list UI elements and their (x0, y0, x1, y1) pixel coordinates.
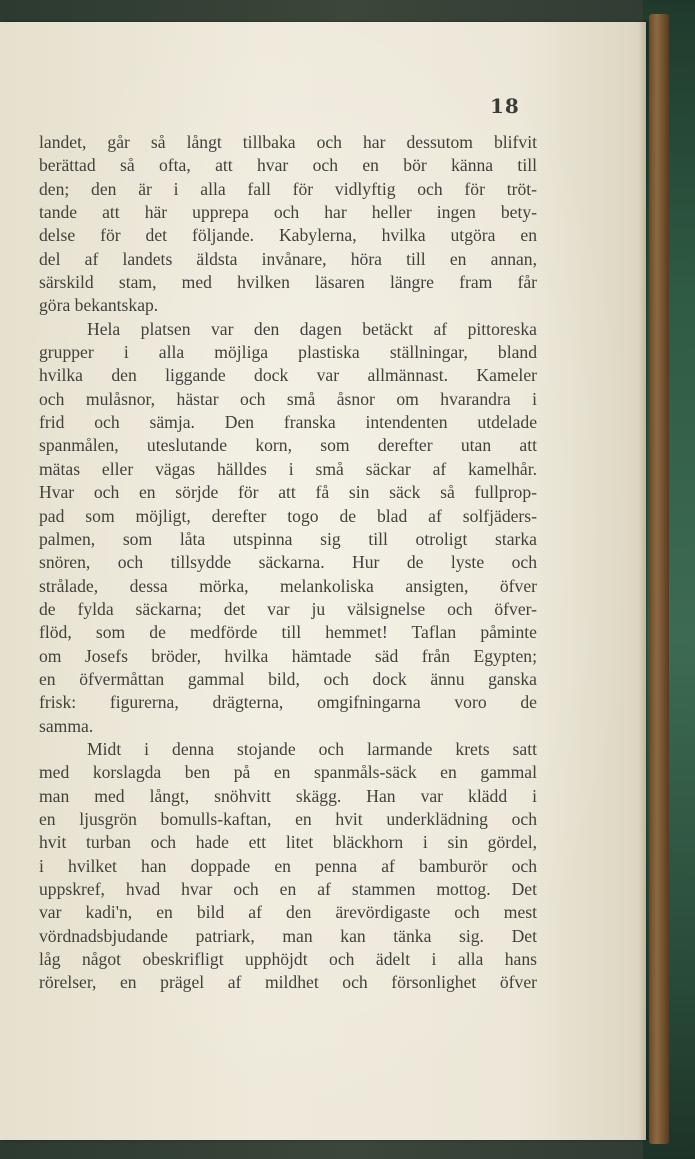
text-line: göra bekantskap. (39, 295, 159, 316)
text-line: särskild stam, med hvilken läsaren längre fram får (39, 272, 537, 293)
text-line: och mulåsnor, hästar och små åsnor om hvarandra i (39, 388, 537, 409)
text-line: Hela platsen var den dagen betäckt af pittoreska (87, 318, 537, 339)
text-line: vördnadsbjudande patriark, man kan tänka sig. Det (39, 925, 537, 946)
text-line: de fylda säckarna; det var ju välsignelse och öfver- (39, 598, 537, 619)
text-line: strålade, dessa mörka, melankoliska ansigten, öfver (39, 575, 537, 596)
text-line: med korslagda ben på en spanmåls-säck en gammal (39, 762, 537, 783)
text-line: snören, och tillsydde säckarna. Hur de lyste och (39, 552, 537, 573)
text-line: om Josefs bröder, hvilka hämtade säd från Egypten; (39, 645, 537, 666)
text-line: frisk: figurerna, drägterna, omgifningarna voro de (39, 692, 537, 713)
text-line: Midt i denna stojande och larmande krets satt (87, 738, 537, 759)
text-line: den; den är i alla fall för vidlyftig och för tröt- (39, 178, 537, 199)
text-line: rörelser, en prägel af mildhet och försonlighet öfver (39, 972, 537, 993)
text-line: frid och sämja. Den franska intendenten utdelade (39, 412, 537, 433)
text-line: berättad så ofta, att hvar och en bör känna till (39, 155, 537, 176)
text-line: landet, går så långt tillbaka och har dessutom blifvit (39, 132, 537, 152)
text-line: palmen, som låta utspinna sig till otroligt starka (39, 528, 537, 549)
text-line: uppskref, hvad hvar och en af stammen mottog. Det (39, 879, 537, 899)
page-number: 18 (490, 94, 520, 118)
text-line: en ljusgrön bomulls-kaftan, en hvit underklädning och (39, 808, 537, 829)
book-page (0, 22, 646, 1140)
text-line: mätas eller vägas hälldes i små säckar af kamelhår. (39, 458, 537, 479)
text-line: grupper i alla möjliga plastiska ställningar, bland (39, 342, 537, 363)
text-line: i hvilket han doppade en penna af bamburör och (39, 855, 537, 876)
text-line: delse för det följande. Kabylerna, hvilka utgöra en (39, 225, 537, 246)
text-line: spanmålen, uteslutande korn, som derefter utan att (39, 435, 537, 456)
text-line: hvilka den liggande dock var allmännast. Kameler (39, 365, 537, 386)
book-spine-rim (649, 14, 669, 1144)
text-line: pad som möjligt, derefter togo de blad af solfjäders- (39, 505, 537, 526)
text-line: Hvar och en sörjde för att få sin säck så fullprop- (39, 482, 537, 503)
text-line: en öfvermåttan gammal bild, och dock ännu ganska (39, 668, 537, 689)
text-line: flöd, som de medförde till hemmet! Taflan påminte (39, 622, 537, 643)
text-line: låg något obeskrifligt upphöjdt och ädelt i alla hans (39, 949, 537, 970)
page-gutter-shadow (638, 22, 646, 1140)
body-text (39, 131, 537, 995)
text-line: del af landets äldsta invånare, höra till en annan, (39, 248, 537, 269)
text-line: samma. (39, 715, 94, 736)
text-line: man med långt, snöhvitt skägg. Han var klädd i (39, 785, 537, 806)
text-line: hvit turban och hade ett litet bläckhorn i sin gördel, (39, 832, 537, 853)
text-line: var kadi'n, en bild af den ärevördigaste och mest (39, 902, 537, 923)
text-line: tande att här upprepa och har heller ingen bety- (39, 202, 537, 223)
